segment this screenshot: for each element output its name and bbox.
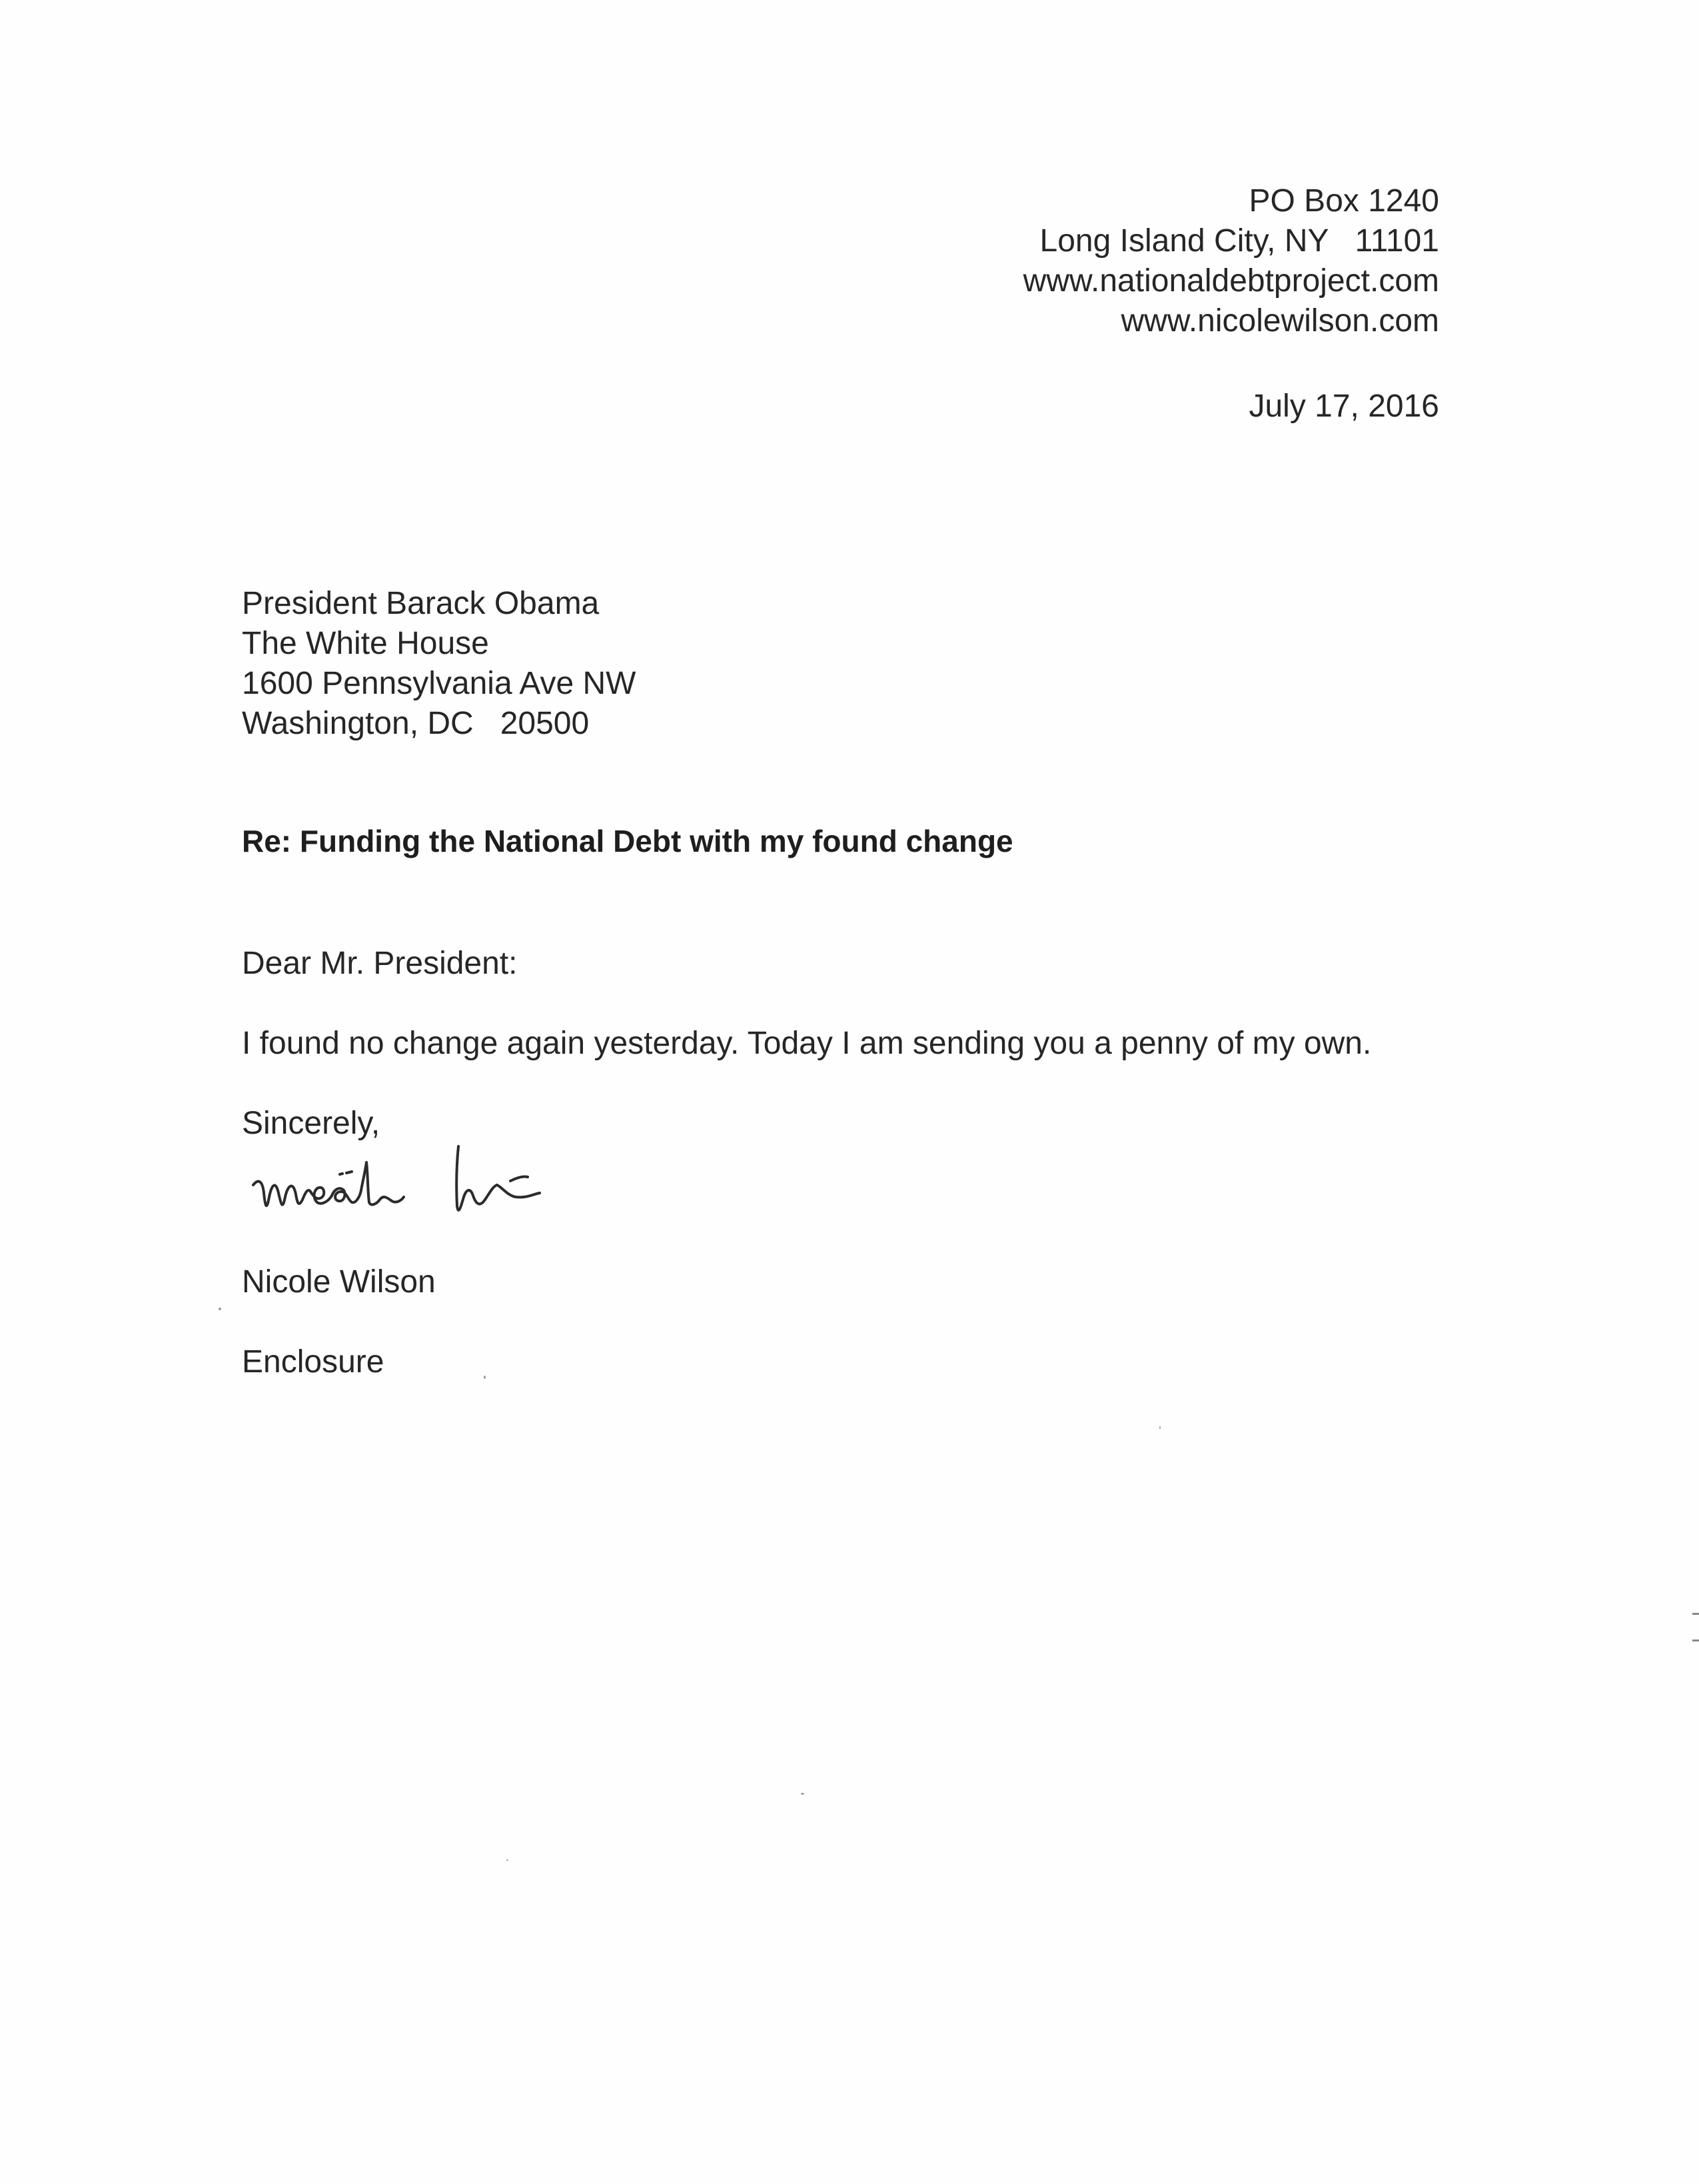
recipient-city-state-zip: Washington, DC 20500	[242, 706, 590, 741]
recipient-street: 1600 Pennsylvania Ave NW	[242, 666, 636, 701]
sender-address-block	[1023, 181, 1439, 341]
scan-speck	[484, 1376, 486, 1379]
scan-speck	[801, 1793, 804, 1795]
recipient-name: President Barack Obama	[242, 586, 600, 621]
handwritten-signature	[247, 1133, 620, 1233]
sender-website-project: www.nationaldebtproject.com	[1023, 263, 1439, 299]
recipient-address-block	[242, 584, 636, 744]
salutation: Dear Mr. President:	[242, 946, 518, 981]
scan-edge-mark	[1692, 1639, 1699, 1641]
sender-city-state-zip: Long Island City, NY 11101	[1039, 223, 1439, 259]
recipient-organization: The White House	[242, 626, 489, 661]
scan-edge-mark	[1692, 1613, 1699, 1615]
letter-body: I found no change again yesterday. Today I am sending you a penny of my own.	[242, 1026, 1372, 1061]
scan-speck	[219, 1308, 221, 1310]
closing: Sincerely,	[242, 1106, 380, 1141]
sender-website-personal: www.nicolewilson.com	[1121, 303, 1439, 339]
scan-speck	[506, 1859, 508, 1861]
letter-date: July 17, 2016	[1249, 389, 1439, 424]
enclosure-note: Enclosure	[242, 1344, 384, 1380]
subject-line: Re: Funding the National Debt with my found change	[242, 824, 1013, 858]
scan-speck	[1159, 1426, 1161, 1429]
signer-name: Nicole Wilson	[242, 1264, 436, 1300]
sender-po-box: PO Box 1240	[1249, 183, 1439, 219]
